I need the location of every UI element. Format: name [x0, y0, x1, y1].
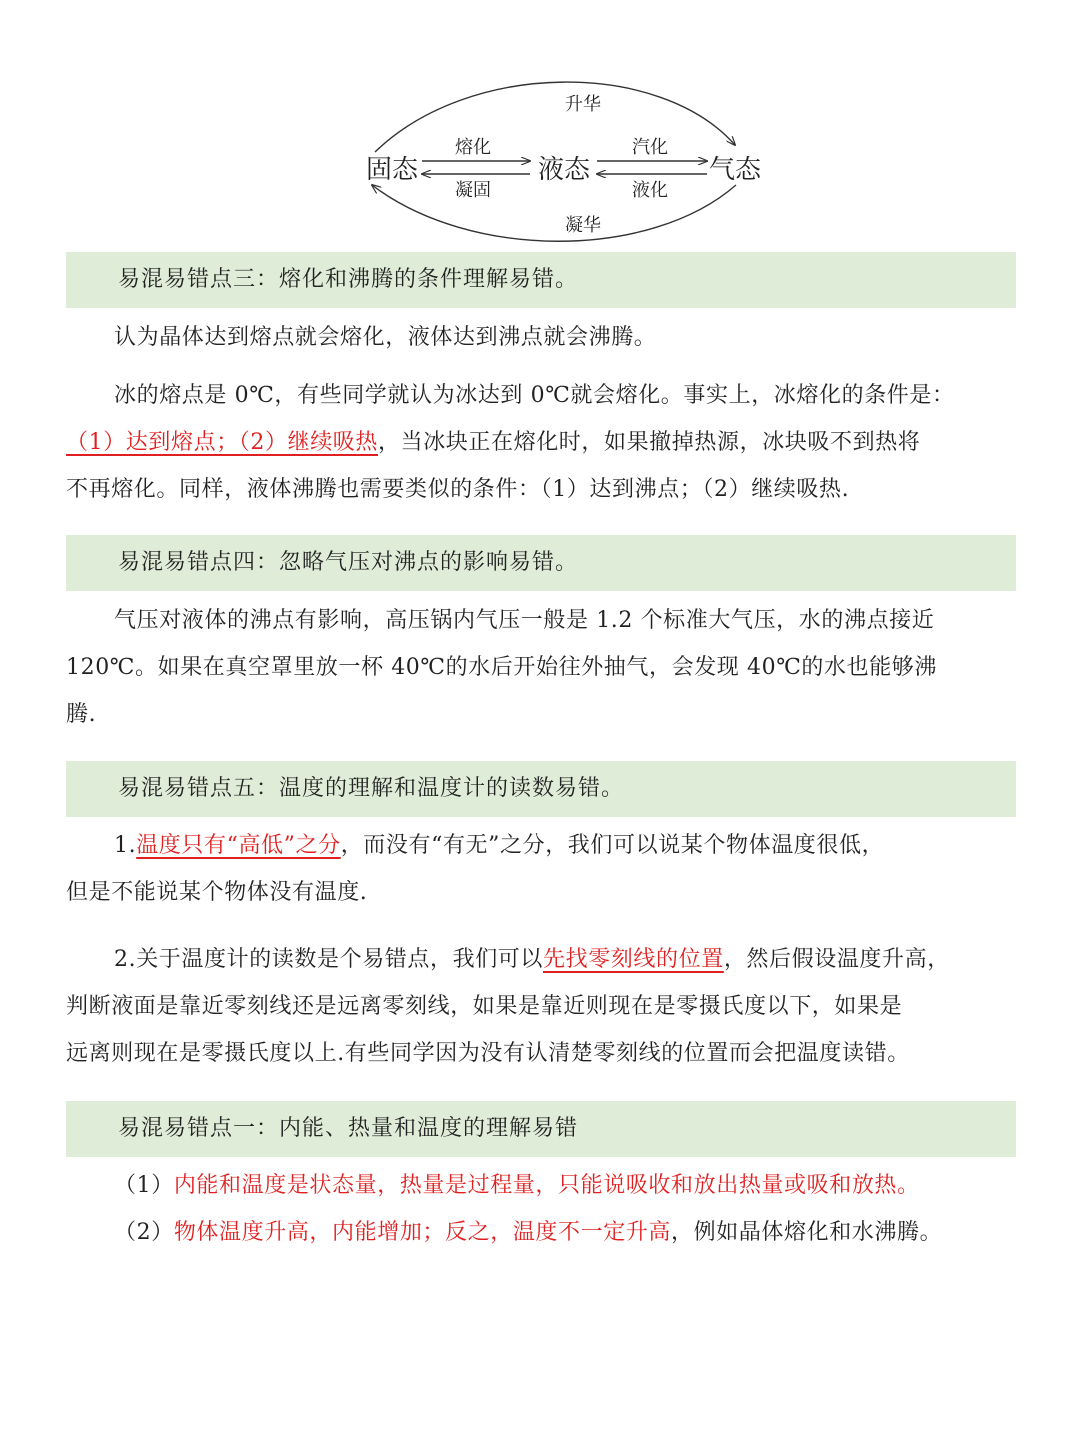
section-5-p1-number: 1.: [114, 833, 137, 858]
section-5-paragraph-2: [66, 936, 1016, 1077]
section-5-p1-line-2: 但是不能说某个物体没有温度.: [66, 880, 368, 905]
section-1-item-1-text: 内能和温度是状态量，热量是过程量，只能说吸收和放出热量或吸和放热。: [173, 1173, 920, 1198]
solidifying-label: 凝固: [455, 180, 491, 201]
sublimation-label: 升华: [565, 94, 601, 115]
section-5-p2-line-1-start: 2.关于温度计的读数是个易错点，我们可以: [114, 947, 543, 972]
section-3-paragraph-2: [66, 372, 1016, 513]
melting-conditions-highlight: （1）达到熔点；（2）继续吸热: [66, 430, 378, 455]
state-change-diagram: [0, 0, 1080, 250]
section-1-item-1: [66, 1162, 1016, 1209]
section-3-p2-line-2-rest: ，当冰块正在熔化时，如果撤掉热源，冰块吸不到热将: [378, 430, 921, 455]
section-1-item-2-highlight: 物体温度升高，内能增加；反之，温度不一定升高: [173, 1220, 672, 1245]
section-4-line-2: 120℃。如果在真空罩里放一杯 40℃的水后开始往外抽气，会发现 40℃的水也能够沸: [66, 655, 937, 680]
section-3-heading: 易混易错点三：熔化和沸腾的条件理解易错。: [66, 252, 1016, 308]
section-3-paragraph-1: [66, 314, 1016, 361]
section-3-p2-line-2: [66, 419, 1016, 466]
liquid-state-label: 液态: [538, 155, 591, 185]
solid-state-label: 固态: [366, 155, 419, 185]
liquefying-label: 液化: [632, 180, 668, 201]
section-3-p1-text: 认为晶体达到熔点就会熔化，液体达到沸点就会沸腾。: [114, 325, 657, 350]
section-4-line-1: 气压对液体的沸点有影响，高压锅内气压一般是 1.2 个标准大气压，水的沸点接近: [114, 608, 935, 633]
vaporizing-label: 汽化: [632, 137, 668, 158]
section-5-p2-line-1: [66, 936, 1016, 983]
section-4-paragraph: [66, 597, 1016, 738]
section-5-p1-line-1: [66, 822, 1016, 869]
desublimation-label: 凝华: [565, 215, 601, 236]
section-1-item-1-number: （1）: [114, 1173, 174, 1198]
section-5-heading: 易混易错点五：温度的理解和温度计的读数易错。: [66, 761, 1016, 817]
section-1-item-2-rest: ，例如晶体熔化和水沸腾。: [671, 1220, 943, 1245]
section-5-p2-line-1-rest: ，然后假设温度升高，: [723, 947, 950, 972]
sublimation-arrow: [375, 82, 735, 152]
section-1-item-2: [66, 1209, 1016, 1256]
section-3-p2-line-3: 不再熔化。同样，液体沸腾也需要类似的条件：（1）达到沸点；（2）继续吸热.: [66, 477, 850, 502]
section-5-paragraph-1: [66, 822, 1016, 916]
section-1-heading: 易混易错点一：内能、热量和温度的理解易错: [66, 1101, 1016, 1157]
zero-line-highlight: 先找零刻线的位置: [543, 947, 724, 972]
gas-state-label: 气态: [709, 155, 762, 185]
section-4-heading: 易混易错点四：忽略气压对沸点的影响易错。: [66, 535, 1016, 591]
section-3-p2-line-1: 冰的熔点是 0℃，有些同学就认为冰达到 0℃就会熔化。事实上，冰熔化的条件是：: [114, 383, 955, 408]
section-1-item-2-number: （2）: [114, 1220, 174, 1245]
temperature-highlight: 温度只有“高低”之分: [136, 833, 341, 858]
section-5-p2-line-3: 远离则现在是零摄氏度以上.有些同学因为没有认清楚零刻线的位置而会把温度读错。: [66, 1041, 910, 1066]
desublimation-arrow: [372, 185, 736, 241]
section-5-p2-line-2: 判断液面是靠近零刻线还是远离零刻线，如果是靠近则现在是零摄氏度以下，如果是: [66, 994, 903, 1019]
section-1-list: [66, 1162, 1016, 1256]
section-4-line-3: 腾.: [66, 702, 97, 727]
melting-label: 熔化: [455, 137, 491, 158]
section-5-p1-line-1-rest: ，而没有“有无”之分，我们可以说某个物体温度很低，: [340, 833, 885, 858]
